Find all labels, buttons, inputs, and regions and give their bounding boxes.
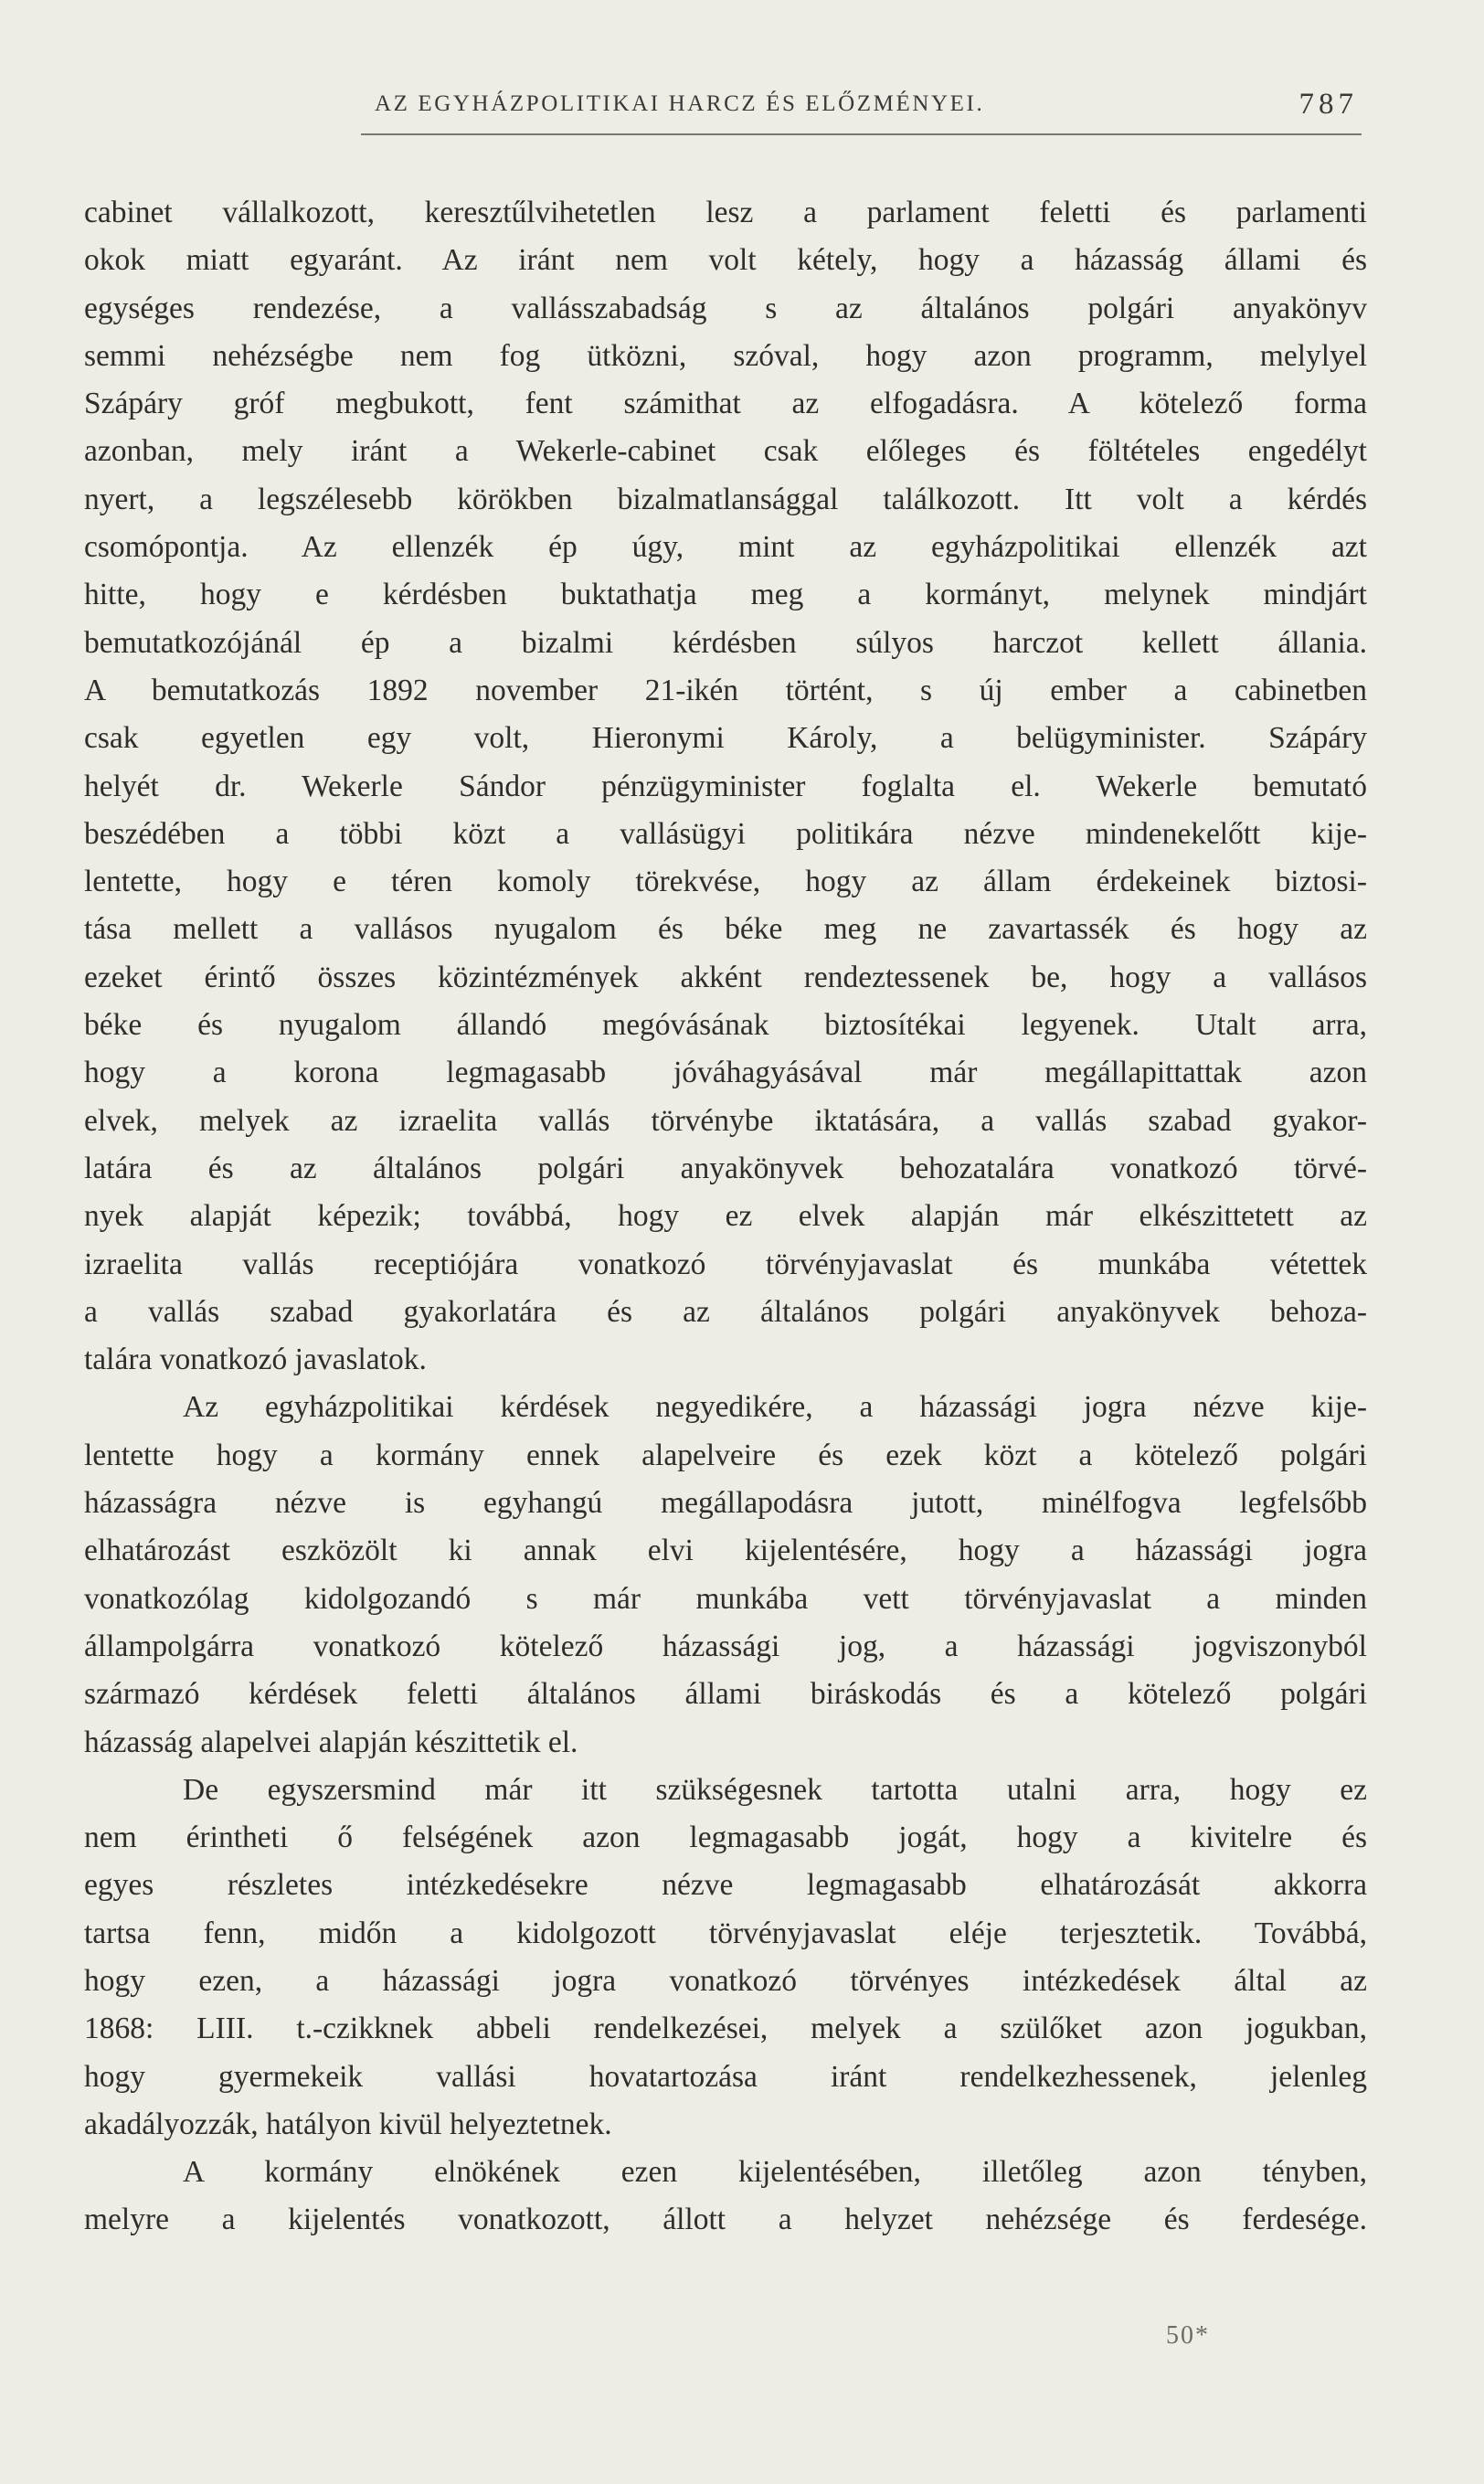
text-line: hogy gyermekeik vallási hovatartozása iránt rendelkezhessenek, jelenleg	[84, 2059, 1367, 2094]
text-line: a vallás szabad gyakorlatára és az általános polgári anyakönyvek behoza-	[84, 1294, 1367, 1329]
text-line: vonatkozólag kidolgozandó s már munkába vett törvényjavaslat a minden	[84, 1581, 1367, 1616]
text-line: béke és nyugalom állandó megóvásának biztosítékai legyenek. Utalt arra,	[84, 1008, 1367, 1043]
page-number: 787	[1298, 88, 1358, 121]
text-line: semmi nehézségbe nem fog ütközni, szóval, hogy azon programm, melylyel	[84, 338, 1367, 373]
text-line: tartsa fenn, midőn a kidolgozott törvényjavaslat eléje terjesztetik. Továbbá,	[84, 1916, 1367, 1950]
text-line: hogy ezen, a házassági jogra vonatkozó törvényes intézkedések által az	[84, 1963, 1367, 1998]
signature-mark: 50*	[1166, 2321, 1210, 2350]
text-line: A kormány elnökének ezen kijelentésében, illetőleg azon tényben,	[183, 2155, 1367, 2190]
text-line: lentette, hogy e téren komoly törekvése, hogy az állam érdekeinek biztosi-	[84, 865, 1367, 899]
text-line: házasságra nézve is egyhangú megállapodásra jutott, minélfogva legfelsőbb	[84, 1486, 1367, 1521]
text-line: lentette hogy a kormány ennek alapelveire és ezek közt a kötelező polgári	[84, 1438, 1367, 1472]
text-line: izraelita vallás receptiójára vonatkozó törvényjavaslat és munkába vétettek	[84, 1247, 1367, 1281]
text-line: De egyszersmind már itt szükségesnek tartotta utalni arra, hogy ez	[183, 1772, 1367, 1807]
text-line: beszédében a többi közt a vallásügyi politikára nézve mindenekelőtt kije-	[84, 816, 1367, 851]
text-line: Az egyházpolitikai kérdések negyedikére, a házassági jogra nézve kije-	[183, 1390, 1367, 1425]
running-head	[347, 88, 1358, 132]
text-line: akadályozzák, hatályon kivül helyeztetnek.	[84, 2107, 612, 2141]
text-line: nyert, a legszélesebb körökben bizalmatlansággal találkozott. Itt volt a kérdés	[84, 482, 1367, 516]
text-line: házasság alapelvei alapján készittetik el.	[84, 1725, 578, 1759]
text-line: latára és az általános polgári anyakönyvek behozatalára vonatkozó törvé-	[84, 1151, 1367, 1185]
text-line: talára vonatkozó javaslatok.	[84, 1343, 427, 1377]
text-line: Szápáry gróf megbukott, fent számithat az elfogadásra. A kötelező forma	[84, 387, 1367, 421]
text-line: azonban, mely iránt a Wekerle-cabinet csak előleges és föltételes engedélyt	[84, 434, 1367, 469]
running-head-title: AZ EGYHÁZPOLITIKAI HARCZ ÉS ELŐZMÉNYEI.	[375, 91, 985, 116]
text-line: melyre a kijelentés vonatkozott, állott a helyzet nehézsége és ferdesége.	[84, 2203, 1367, 2237]
text-line: tása mellett a vallásos nyugalom és béke meg ne zavartassék és hogy az	[84, 912, 1367, 947]
header-rule	[361, 133, 1362, 135]
text-line: csak egyetlen egy volt, Hieronymi Károly, a belügyminister. Szápáry	[84, 721, 1367, 756]
text-line: egyes részletes intézkedésekre nézve legmagasabb elhatározását akkorra	[84, 1868, 1367, 1903]
text-line: cabinet vállalkozott, keresztűlvihetetlen lesz a parlament feletti és parlamenti	[84, 196, 1367, 229]
body-text	[84, 189, 1367, 2245]
text-line: bemutatkozójánál ép a bizalmi kérdésben súlyos harczot kellett állania.	[84, 625, 1367, 660]
text-line: nem érintheti ő felségének azon legmagasabb jogát, hogy a kivitelre és	[84, 1821, 1367, 1855]
text-line: állampolgárra vonatkozó kötelező házassági jog, a házassági jogviszonyból	[84, 1629, 1367, 1663]
text-line: 1868: LIII. t.-czikknek abbeli rendelkezései, melyek a szülőket azon jogukban,	[84, 2012, 1367, 2046]
text-line: okok miatt egyaránt. Az iránt nem volt kétely, hogy a házasság állami és	[84, 243, 1367, 278]
text-line: hogy a korona legmagasabb jóváhagyásával már megállapittattak azon	[84, 1056, 1367, 1090]
text-line: ezeket érintő összes közintézmények akként rendeztessenek be, hogy a vallásos	[84, 960, 1367, 994]
text-line: elvek, melyek az izraelita vallás törvénybe iktatására, a vallás szabad gyakor-	[84, 1103, 1367, 1138]
text-line: származó kérdések feletti általános állami biráskodás és a kötelező polgári	[84, 1677, 1367, 1712]
text-line: nyek alapját képezik; továbbá, hogy ez elvek alapján már elkészittetett az	[84, 1199, 1367, 1234]
text-line: hitte, hogy e kérdésben buktathatja meg a kormányt, melynek mindjárt	[84, 578, 1367, 612]
text-line: egységes rendezése, a vallásszabadság s az általános polgári anyakönyv	[84, 291, 1367, 325]
text-line: elhatározást eszközölt ki annak elvi kijelentésére, hogy a házassági jogra	[84, 1534, 1367, 1568]
text-line: helyét dr. Wekerle Sándor pénzügyminister foglalta el. Wekerle bemutató	[84, 769, 1367, 803]
text-line: csomópontja. Az ellenzék ép úgy, mint az egyházpolitikai ellenzék azt	[84, 530, 1367, 565]
text-line: A bemutatkozás 1892 november 21-ikén történt, s új ember a cabinetben	[84, 673, 1367, 707]
